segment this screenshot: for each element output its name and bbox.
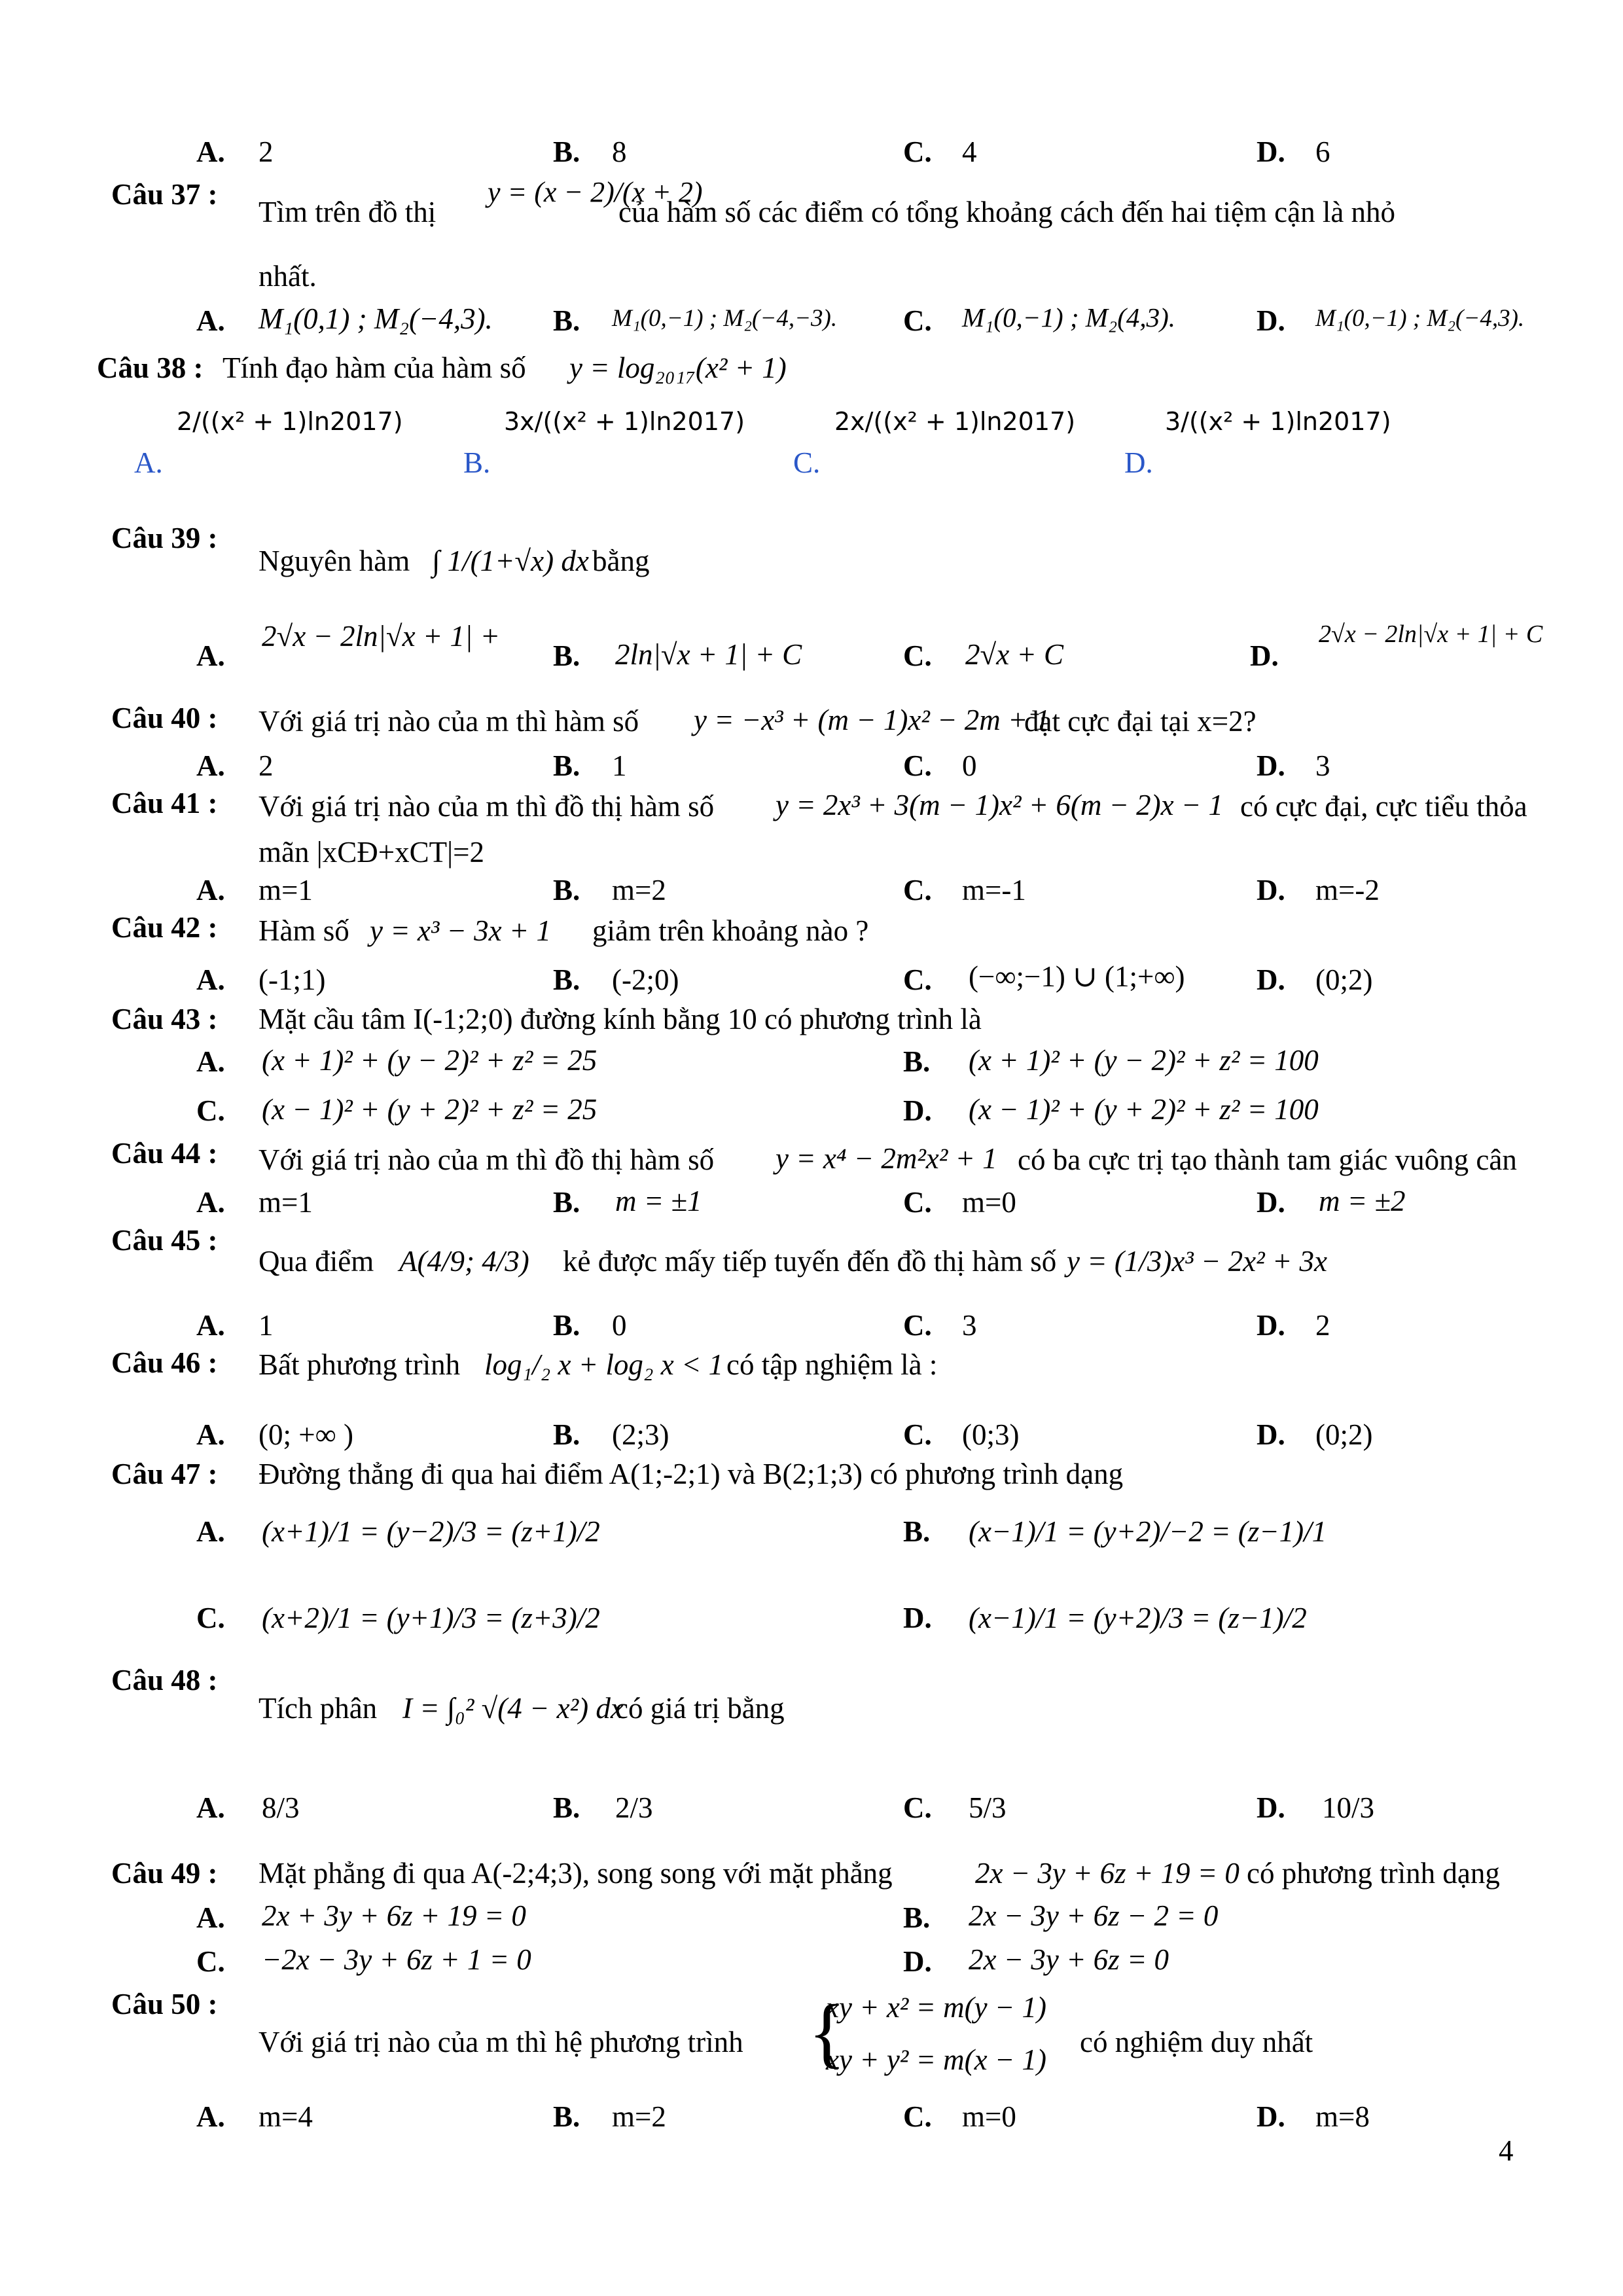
option-letter: C. <box>903 963 932 996</box>
option-letter: A. <box>134 446 163 479</box>
q36-options <box>0 137 1623 196</box>
option-b: (2;3) <box>612 1418 669 1451</box>
option-c: 2√x + C <box>965 638 1064 671</box>
option-b: (x−1)/1 = (y+2)/−2 = (z−1)/1 <box>969 1515 1327 1548</box>
question-label: Câu 48 : <box>111 1664 218 1696</box>
option-letter: B. <box>463 446 491 479</box>
question-text: giảm trên khoảng nào ? <box>592 914 869 947</box>
option-letter: C. <box>196 1602 225 1634</box>
option-letter: B. <box>903 1515 931 1548</box>
question-formula: y = (x − 2)/(x + 2) <box>488 176 703 208</box>
option-letter: A. <box>196 1791 225 1824</box>
option-a: (x + 1)² + (y − 2)² + z² = 25 <box>262 1044 597 1077</box>
question-text: có giá trị bằng <box>615 1692 785 1725</box>
question-formula: y = 2x³ + 3(m − 1)x² + 6(m − 2)x − 1 <box>776 789 1224 821</box>
option-letter: C. <box>903 874 932 906</box>
question-text: có cực đại, cực tiểu thỏa <box>1240 790 1527 823</box>
option-d: m=8 <box>1315 2100 1370 2133</box>
option-letter: D. <box>903 1094 932 1127</box>
question-formula: 2x − 3y + 6z + 19 = 0 <box>975 1857 1240 1890</box>
option-letter: A. <box>196 1515 225 1548</box>
question-label: Câu 37 : <box>111 178 218 211</box>
question-text: đạt cực đại tại x=2? <box>1024 705 1257 738</box>
option-d: M₁(0,−1) ; M₂(−4,3). <box>1315 305 1525 332</box>
option-d: (x − 1)² + (y + 2)² + z² = 100 <box>969 1093 1319 1126</box>
equation-2: xy + y² = m(x − 1) <box>826 2043 1046 2076</box>
option-letter: A. <box>196 639 225 672</box>
option-b: 2ln|√x + 1| + C <box>615 638 802 671</box>
option-a: 2 <box>259 749 274 782</box>
option-c: 5/3 <box>969 1791 1007 1824</box>
option-b: 3x/((x² + 1)ln2017) <box>504 407 745 436</box>
option-b: M₁(0,−1) ; M₂(−4,−3). <box>612 305 838 332</box>
option-d: 2√x − 2ln|√x + 1| + C <box>1319 620 1543 648</box>
option-c: (x − 1)² + (y + 2)² + z² = 25 <box>262 1093 597 1126</box>
option-letter: C. <box>903 1309 932 1342</box>
option-c: m=-1 <box>962 874 1026 906</box>
question-text-continued: nhất. <box>259 260 317 293</box>
system-brace-icon: { <box>808 1988 846 2075</box>
option-c: 2x/((x² + 1)ln2017) <box>834 407 1076 436</box>
option-letter: D. <box>1257 1186 1285 1219</box>
option-a: m=1 <box>259 874 313 906</box>
option-b: 2x − 3y + 6z − 2 = 0 <box>969 1899 1219 1932</box>
option-letter: D. <box>903 1945 932 1978</box>
option-letter: D. <box>1257 2100 1285 2133</box>
q36-option-b: 8 <box>612 135 627 168</box>
option-letter: C. <box>903 2100 932 2133</box>
option-b: m=2 <box>612 874 666 906</box>
option-letter: D. <box>1257 963 1285 996</box>
option-letter: B. <box>553 2100 580 2133</box>
q36-option-c: 4 <box>962 135 977 168</box>
question-text: có phương trình dạng <box>1247 1857 1500 1890</box>
question-formula: y = x³ − 3x + 1 <box>370 914 552 947</box>
option-letter: C. <box>903 749 932 782</box>
question-text: Mặt cầu tâm I(-1;2;0) đường kính bằng 10 có phương trình là <box>259 1003 982 1035</box>
question-text: của hàm số các điểm có tổng khoảng cách đến hai tiệm cận là nhỏ <box>618 196 1396 228</box>
option-letter: D. <box>1257 135 1285 168</box>
option-c: 0 <box>962 749 977 782</box>
question-formula: y = −x³ + (m − 1)x² − 2m + 1 <box>694 704 1050 736</box>
question-label: Câu 46 : <box>111 1346 218 1379</box>
option-letter: B. <box>553 963 580 996</box>
option-a: 2√x − 2ln|√x + 1| + <box>262 620 500 653</box>
option-b: 1 <box>612 749 627 782</box>
option-letter: B. <box>553 749 580 782</box>
option-d: 3/((x² + 1)ln2017) <box>1165 407 1391 436</box>
option-b: (-2;0) <box>612 963 679 996</box>
option-letter: D. <box>1257 1791 1285 1824</box>
option-b: 0 <box>612 1309 627 1342</box>
option-c: m=0 <box>962 1186 1016 1219</box>
question-text: Tìm trên đồ thị <box>259 196 437 228</box>
option-a: M₁(0,1) ; M₂(−4,3). <box>259 302 493 335</box>
question-formula: log₁/₂ x + log₂ x < 1 <box>484 1348 724 1381</box>
question-text: có tập nghiệm là : <box>726 1348 938 1381</box>
option-letter: B. <box>553 1418 580 1451</box>
option-a: 1 <box>259 1309 274 1342</box>
option-letter: B. <box>553 1791 580 1824</box>
option-letter: A. <box>196 1186 225 1219</box>
option-letter: C. <box>196 1945 225 1978</box>
option-b: 2/3 <box>615 1791 653 1824</box>
option-c: 3 <box>962 1309 977 1342</box>
option-letter: B. <box>553 304 580 337</box>
option-d: (0;2) <box>1315 963 1373 996</box>
question-text: Hàm số <box>259 914 349 947</box>
q36-option-a: 2 <box>259 135 274 168</box>
option-letter: A. <box>196 1418 225 1451</box>
option-letter: A. <box>196 749 225 782</box>
option-letter: A. <box>196 963 225 996</box>
option-letter: D. <box>1257 874 1285 906</box>
option-letter: C. <box>903 1186 932 1219</box>
option-a: m=1 <box>259 1186 313 1219</box>
question-formula: y = log₂₀₁₇(x² + 1) <box>569 351 787 384</box>
option-letter: D. <box>1257 304 1285 337</box>
question-text: Với giá trị nào của m thì hàm số <box>259 705 639 738</box>
equation-1: xy + x² = m(y − 1) <box>826 1991 1046 2024</box>
option-c: (−∞;−1) ∪ (1;+∞) <box>969 960 1185 993</box>
option-a: m=4 <box>259 2100 313 2133</box>
option-d: 10/3 <box>1322 1791 1375 1824</box>
option-letter: D. <box>1250 639 1279 672</box>
option-letter: B. <box>903 1045 931 1078</box>
option-d: m = ±2 <box>1319 1185 1406 1217</box>
option-a: 2/((x² + 1)ln2017) <box>177 407 403 436</box>
option-letter: B. <box>903 1901 931 1934</box>
question-text: Bất phương trình <box>259 1348 461 1381</box>
page-number: 4 <box>1499 2134 1514 2167</box>
question-label: Câu 47 : <box>111 1458 218 1490</box>
question-text: Nguyên hàm <box>259 545 410 577</box>
question-label: Câu 50 : <box>111 1988 218 2020</box>
option-a: (x+1)/1 = (y−2)/3 = (z+1)/2 <box>262 1515 600 1548</box>
question-formula: y = x⁴ − 2m²x² + 1 <box>776 1142 997 1175</box>
question-text: có ba cực trị tạo thành tam giác vuông cân <box>1018 1143 1517 1176</box>
option-d: 3 <box>1315 749 1330 782</box>
question-label: Câu 45 : <box>111 1224 218 1257</box>
option-letter: B. <box>553 1186 580 1219</box>
question-label: Câu 39 : <box>111 522 218 554</box>
question-label: Câu 43 : <box>111 1003 218 1035</box>
option-letter: C. <box>903 1418 932 1451</box>
option-b: m=2 <box>612 2100 666 2133</box>
question-label: Câu 49 : <box>111 1857 218 1890</box>
question-label: Câu 38 : <box>97 351 204 384</box>
question-text: Mặt phẳng đi qua A(-2;4;3), song song với mặt phẳng <box>259 1857 893 1890</box>
question-text: có nghiệm duy nhất <box>1080 2026 1313 2058</box>
question-text: Qua điểm <box>259 1245 374 1278</box>
option-b: m = ±1 <box>615 1185 702 1217</box>
question-text: Đường thẳng đi qua hai điểm A(1;-2;1) và B(2;1;3) có phương trình dạng <box>259 1458 1124 1490</box>
option-b: (x + 1)² + (y − 2)² + z² = 100 <box>969 1044 1319 1077</box>
question-text: kẻ được mấy tiếp tuyến đến đồ thị hàm số <box>563 1245 1057 1278</box>
option-a: 8/3 <box>262 1791 300 1824</box>
option-d: m=-2 <box>1315 874 1380 906</box>
option-letter: B. <box>553 135 580 168</box>
option-d: (x−1)/1 = (y+2)/3 = (z−1)/2 <box>969 1602 1307 1634</box>
option-c: m=0 <box>962 2100 1016 2133</box>
option-c: (x+2)/1 = (y+1)/3 = (z+3)/2 <box>262 1602 600 1634</box>
option-d: 2x − 3y + 6z = 0 <box>969 1943 1169 1976</box>
option-letter: A. <box>196 304 225 337</box>
option-letter: C. <box>903 1791 932 1824</box>
option-letter: B. <box>553 874 580 906</box>
option-letter: A. <box>196 1309 225 1342</box>
option-c: M₁(0,−1) ; M₂(4,3). <box>962 302 1175 332</box>
question-label: Câu 41 : <box>111 787 218 819</box>
option-letter: A. <box>196 2100 225 2133</box>
option-letter: A. <box>196 1045 225 1078</box>
option-letter: C. <box>903 135 932 168</box>
question-label: Câu 40 : <box>111 702 218 734</box>
option-letter: A. <box>196 874 225 906</box>
option-letter: C. <box>793 446 821 479</box>
option-d: 2 <box>1315 1309 1330 1342</box>
question-label: Câu 44 : <box>111 1137 218 1170</box>
option-letter: A. <box>196 1901 225 1934</box>
question-text: bằng <box>592 545 650 577</box>
question-text: Với giá trị nào của m thì đồ thị hàm số <box>259 1143 715 1176</box>
question-formula: ∫ 1/(1+√x) dx <box>432 545 589 577</box>
option-letter: A. <box>196 135 225 168</box>
question-text: Với giá trị nào của m thì đồ thị hàm số <box>259 790 715 823</box>
option-a: (-1;1) <box>259 963 326 996</box>
q36-option-d: 6 <box>1315 135 1330 168</box>
question-text-continued: mãn |xCĐ+xCT|=2 <box>259 836 485 869</box>
question-label: Câu 42 : <box>111 911 218 944</box>
option-letter: D. <box>1257 1309 1285 1342</box>
question-text: Tích phân <box>259 1692 378 1725</box>
option-letter: D. <box>1257 1418 1285 1451</box>
option-letter: D. <box>1257 749 1285 782</box>
option-a: 2x + 3y + 6z + 19 = 0 <box>262 1899 526 1932</box>
question-text: Tính đạo hàm của hàm số <box>223 351 526 384</box>
question-formula: I = ∫₀² √(4 − x²) dx <box>402 1692 624 1725</box>
option-letter: C. <box>903 639 932 672</box>
option-letter: C. <box>903 304 932 337</box>
question-formula: y = (1/3)x³ − 2x² + 3x <box>1067 1245 1327 1278</box>
option-c: (0;3) <box>962 1418 1020 1451</box>
option-letter: B. <box>553 1309 580 1342</box>
question-point: A(4/9; 4/3) <box>399 1245 529 1278</box>
option-letter: D. <box>1124 446 1153 479</box>
option-letter: D. <box>903 1602 932 1634</box>
option-a: (0; +∞ ) <box>259 1418 353 1451</box>
option-letter: C. <box>196 1094 225 1127</box>
option-letter: B. <box>553 639 580 672</box>
option-c: −2x − 3y + 6z + 1 = 0 <box>262 1943 531 1976</box>
option-d: (0;2) <box>1315 1418 1373 1451</box>
question-text: Với giá trị nào của m thì hệ phương trình <box>259 2026 743 2058</box>
